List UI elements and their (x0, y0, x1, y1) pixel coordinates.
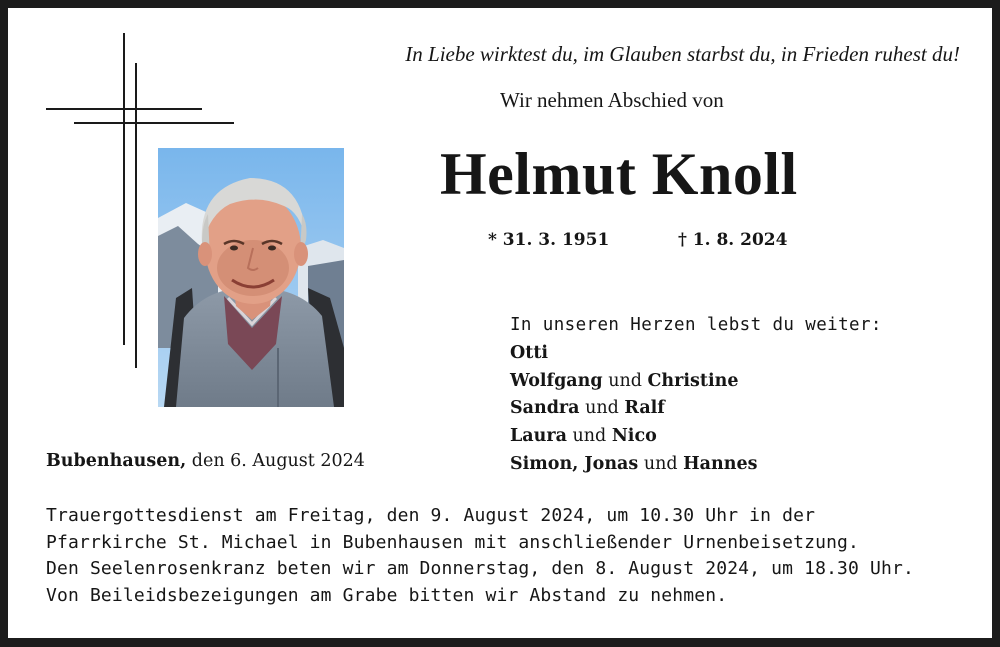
family-member-name: Sandra (510, 398, 580, 419)
family-member-name: Christine (647, 370, 739, 391)
family-connector: und (579, 398, 625, 419)
family-member-name: Laura (510, 426, 567, 447)
notice-line: Pfarrkirche St. Michael in Bubenhausen mit anschließender Urnenbeisetzung. (46, 531, 860, 553)
obituary-card (8, 8, 992, 638)
intro-text: Wir nehmen Abschied von (500, 88, 724, 112)
family-connector: und (566, 426, 612, 447)
birth-date: * 31. 3. 1951 (488, 230, 610, 250)
notice-date: den 6. August 2024 (186, 451, 365, 471)
family-member-name: Nico (611, 426, 657, 447)
family-lead: In unseren Herzen lebst du weiter: (510, 315, 882, 335)
family-member-name: Wolfgang (510, 370, 603, 391)
place-name: Bubenhausen, (46, 451, 187, 471)
portrait-photo (158, 148, 344, 407)
family-line (510, 340, 882, 368)
notice-line: Den Seelenrosenkranz beten wir am Donnerstag, den 8. August 2024, um 18.30 Uhr. (46, 558, 914, 579)
service-notice (46, 503, 914, 609)
family-member-name: Ralf (624, 398, 665, 419)
family-line (510, 451, 882, 479)
notice-line: Trauergottesdienst am Freitag, den 9. August 2024, um 10.30 Uhr in der (46, 505, 816, 526)
place-date (46, 451, 365, 471)
family-member-name: Otti (510, 342, 549, 363)
family-line (510, 368, 882, 396)
family-connector: und (602, 370, 648, 391)
family-member-name: Simon, Jonas (510, 453, 639, 474)
notice-line: Von Beileidsbezeigungen am Grabe bitten wir Abstand zu nehmen. (46, 584, 728, 606)
family-names (510, 340, 882, 479)
family-member-name: Hannes (683, 453, 758, 474)
motto-text: In Liebe wirktest du, im Glauben starbst du, in Frieden ruhest du! (405, 42, 960, 66)
family-list (510, 312, 882, 479)
family-line (510, 423, 882, 451)
family-line (510, 395, 882, 423)
death-date: † 1. 8. 2024 (678, 230, 788, 250)
deceased-name: Helmut Knoll (440, 141, 798, 207)
family-connector: und (638, 453, 684, 474)
